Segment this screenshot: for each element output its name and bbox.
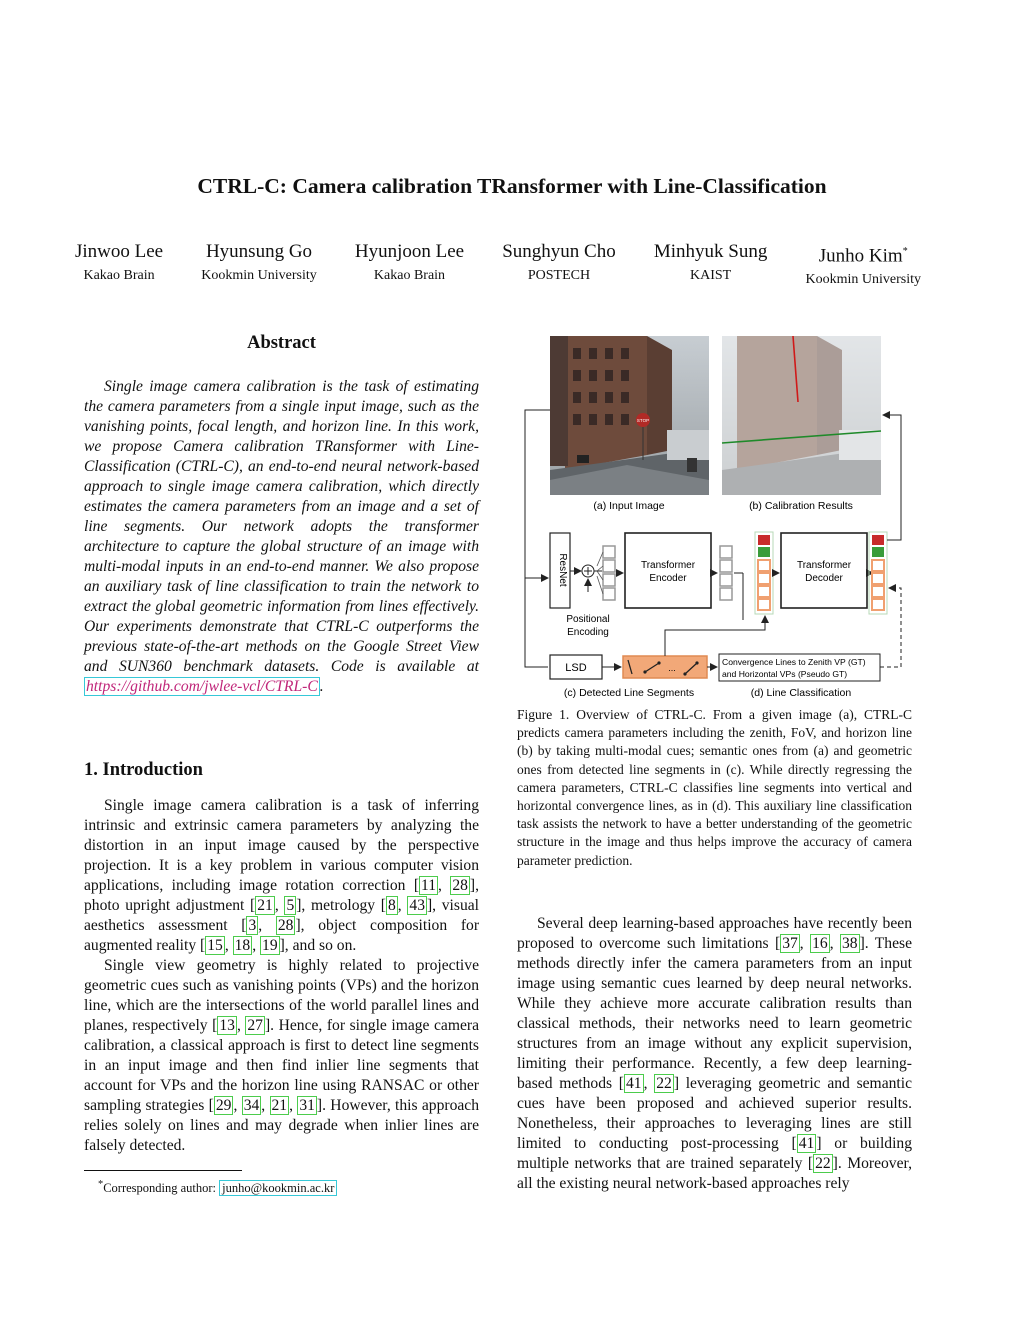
convergence-label-line2: and Horizontal VPs (Pseudo GT) <box>722 669 848 679</box>
label-calibration-results: (b) Calibration Results <box>749 500 853 512</box>
author-name <box>805 240 921 268</box>
citation-link[interactable]: 41 <box>798 1135 815 1152</box>
citation-link[interactable]: 3 <box>248 917 257 934</box>
abstract-text: Single image camera calibration is the task of estimating the camera parameters from a single input image, such as the vanishing points, focal length, and horizon line. In this work, we propose Camera calibration TRansformer with Line-Classification (CTRL-C), an end-to-end neural network-based approach to single image camera calibration, which directly estimates the camera parameters from an image and a set of line segments. Our network adopts the transformer architecture to capture the global structure of an image with multi-modal inputs in an end-to-end manner. We also propose an auxiliary task of line classification to train the network to extract the global geometric information from lines effectively. Our experiments demonstrate that CTRL-C outperforms the previous state-of-the-art methods on the Google Street View and SUN360 benchmark datasets. Code is available at <box>84 378 479 675</box>
author <box>355 240 464 292</box>
author-name-text: Junho Kim <box>818 245 903 267</box>
citation-link[interactable]: 29 <box>215 1097 232 1114</box>
citation-link[interactable]: 13 <box>219 1017 235 1034</box>
text: ], photo upright adjustment [ <box>84 877 479 914</box>
text: ] leveraging geometric and semantic cues have been proposed and achieved superior results. Nonetheless, their approaches to leveraging lines are still limited to conducting post-processing [ <box>517 1075 912 1152</box>
input-image <box>550 336 709 495</box>
citation-link[interactable]: 28 <box>277 917 294 934</box>
footnote-mark: * <box>98 1179 104 1190</box>
citation-link[interactable]: 28 <box>452 877 468 894</box>
text: ]. These methods directly infer the camera parameters from an input image using semantic cues learned by deep neural networks. While they achieve more accurate calibration results than classical methods, their networks need to learn geometric structures from an image without any explicit supervision, limiting their performance. Recently, a few deep learning-based methods [ <box>517 935 913 1092</box>
author-affiliation: Kookmin University <box>201 268 317 283</box>
stop-sign: STOP <box>636 418 650 423</box>
citation-link[interactable]: 22 <box>656 1075 672 1092</box>
citation-link[interactable]: 19 <box>262 937 278 954</box>
email-link[interactable]: junho@kookmin.ac.kr <box>219 1180 337 1196</box>
positional-label: Positional <box>566 614 610 625</box>
citation-link[interactable]: 15 <box>207 937 223 954</box>
citation-link[interactable]: 22 <box>815 1155 831 1172</box>
citation-link[interactable]: 37 <box>782 935 798 952</box>
footnote <box>98 1177 337 1196</box>
calibration-result-image <box>722 336 881 495</box>
text: ], metrology [ <box>296 897 386 914</box>
paragraph: Single image camera calibration is a task of inferring intrinsic and extrinsic camera parameters by analyzing the distortion in an input image caused by the perspective projection. It is a key problem in various computer vision applications, including image rotation correction [ 11 , 28 ], photo upright adjustment [ 21 , 5 ], metrology [ 8 , 43 ], visual aesthetics assessment [ 3 , 28 ], object composition for augmented reality [ 15 , 18 , 19 ], and so on. <box>84 797 480 954</box>
text: Several deep learning-based approaches have recently been proposed to overcome such limitations [ <box>517 915 912 952</box>
author-name: Jinwoo Lee <box>75 241 164 262</box>
token-column-input <box>603 546 615 600</box>
citation-link[interactable]: 27 <box>247 1017 263 1034</box>
label-detected-line-segments: (c) Detected Line Segments <box>563 687 695 699</box>
ellipsis: ... <box>668 663 676 673</box>
citation-link[interactable]: 21 <box>257 897 273 914</box>
encoding-label: Encoding <box>567 627 609 638</box>
author-affiliation: Kakao Brain <box>373 268 446 283</box>
footnote-rule <box>84 1170 242 1171</box>
token-column-decoder-input <box>755 532 773 614</box>
author <box>805 240 921 292</box>
paper-title: CTRL-C: Camera calibration TRansformer with Line-Classification <box>197 174 827 198</box>
author-name: Sunghyun Cho <box>502 241 616 262</box>
author-name: Minhyuk Sung <box>653 241 768 262</box>
author-affiliation: Kookmin University <box>805 272 921 288</box>
code-link[interactable]: https://github.com/jwlee-vcl/CTRL-C <box>86 678 318 695</box>
text: ], and so on. <box>279 937 357 954</box>
encoder-label-line1: Transformer <box>640 560 696 571</box>
author <box>502 240 616 292</box>
encoder-label-line2: Encoder <box>649 573 687 584</box>
author-affiliation: KAIST <box>689 268 732 283</box>
citation-link[interactable]: 11 <box>421 877 437 894</box>
author <box>201 240 317 292</box>
figure-1 <box>517 330 912 702</box>
author-affiliation: Kakao Brain <box>83 268 155 283</box>
resnet-label: ResNet <box>557 553 568 587</box>
decoder-label-line1: Transformer <box>796 560 852 571</box>
text: ], visual aesthetics assessment [ <box>84 897 480 934</box>
token-column-encoded <box>720 546 732 600</box>
flow-arrow <box>665 616 765 656</box>
author-list <box>75 240 921 292</box>
section-heading-introduction: 1. Introduction <box>84 760 203 780</box>
text: ], object composition for augmented reality [ <box>84 917 480 954</box>
paragraph: Single view geometry is highly related to projective geometric cues such as vanishing points (VPs) and the horizon line, which are the intersections of the world parallel lines and planes, respectively [ 13 , 27 ]. Hence, for single image camera calibration, a classical approach is first to detect line segments in an input image and then find inlier line segments that account for VPs and the horizon line using RANSAC or other sampling strategies [ 29 , 34 , 21 , 31 ]. However, this approach relies solely on lines and may degrade when inlier lines are falsely detected. <box>84 957 480 1154</box>
token-column-output <box>869 532 887 614</box>
citation-link[interactable]: 18 <box>234 937 251 954</box>
paragraph: Several deep learning-based approaches have recently been proposed to overcome such limitations [ 37 , 16 , 38 ]. These methods directly infer the camera parameters from an input image using semantic cues learned by deep neural networks. While they achieve more accurate calibration results than classical methods, their networks need to learn geometric structures from an image without any explicit supervision, limiting their performance. Recently, a few deep learning-based methods [ 41 , 22 ] leveraging geometric and semantic cues have been proposed and achieved superior results. Nonetheless, their approaches to leveraging lines are still limited to conducting post-processing [ 41 ] or building multiple networks that are trained separately [ 22 ]. Moreover, all the existing neural network-based approaches rely <box>517 915 913 1192</box>
citation-link[interactable]: 43 <box>409 897 425 914</box>
abstract-end: . <box>319 678 324 695</box>
lsd-label: LSD <box>565 662 587 674</box>
text: Single image camera calibration is a task of inferring intrinsic and extrinsic camera parameters by analyzing the distortion in an input image caused by the perspective projection. It is a key problem in various computer vision applications, including image rotation correction [ <box>84 797 479 894</box>
author <box>654 240 768 292</box>
text: Single view geometry is highly related to projective geometric cues such as vanishing points (VPs) and the horizon line, which are the intersections of the world parallel lines and planes, respectively [ <box>84 957 479 1034</box>
text: ]. However, this approach relies solely on lines and may degrade when inlier lines are falsely detected. <box>84 1097 480 1154</box>
label-line-classification: (d) Line Classification <box>750 687 852 699</box>
abstract-body <box>84 377 479 697</box>
citation-link[interactable]: 31 <box>299 1097 315 1114</box>
author-name: Hyunjoon Lee <box>354 241 465 262</box>
flow-arrow <box>525 410 550 667</box>
citation-link[interactable]: 16 <box>812 935 828 952</box>
citation-link[interactable]: 8 <box>388 897 396 914</box>
author <box>75 240 163 292</box>
author-affiliation: POSTECH <box>527 268 591 283</box>
introduction-body <box>84 796 479 1156</box>
decoder-label-line2: Decoder <box>805 573 843 584</box>
caption-text: Figure 1. Overview of CTRL-C. From a given image (a), CTRL-C predicts camera parameters including the zenith, FoV, and horizon line (b) by taking multi-modal cues; semantic ones from (a) and geometric ones from detected line segments in (c). While directly regressing the camera parameters, CTRL-C classifies line segments into vertical and horizontal convergence lines, as in (d). This auxiliary line classification task assists the network to have a better understanding of the geometric structure in the image and thus helps improve the accuracy of camera parameter prediction. <box>517 707 912 868</box>
citation-link[interactable]: 38 <box>841 935 858 952</box>
citation-link[interactable]: 41 <box>626 1075 642 1092</box>
citation-link[interactable]: 34 <box>243 1097 260 1114</box>
convergence-label-line1: Convergence Lines to Zenith VP (GT) <box>722 657 866 667</box>
right-column-body <box>517 914 912 1194</box>
citation-link[interactable]: 21 <box>271 1097 288 1114</box>
text: ]. Moreover, all the existing neural network-based approaches rely <box>517 1155 912 1192</box>
flow-arrow <box>525 525 548 578</box>
author-name: Hyunsung Go <box>205 241 313 262</box>
label-input-image: (a) Input Image <box>593 500 665 512</box>
text: ] or building multiple networks that are trained separately [ <box>517 1135 912 1172</box>
citation-link[interactable]: 5 <box>286 897 295 914</box>
abstract-heading: Abstract <box>247 333 316 353</box>
figure-caption <box>517 706 912 870</box>
flow-arrow <box>883 415 901 540</box>
footnote-label: Corresponding author: <box>103 1181 220 1196</box>
detected-line-segments <box>623 656 707 678</box>
text: ]. Hence, for single image camera calibration, a classical approach is first to detect line segments in an input image and then find inlier line segments that account for VPs and the horizon line using RANSAC or other sampling strategies [ <box>84 1017 480 1114</box>
corresponding-mark: * <box>902 246 908 257</box>
